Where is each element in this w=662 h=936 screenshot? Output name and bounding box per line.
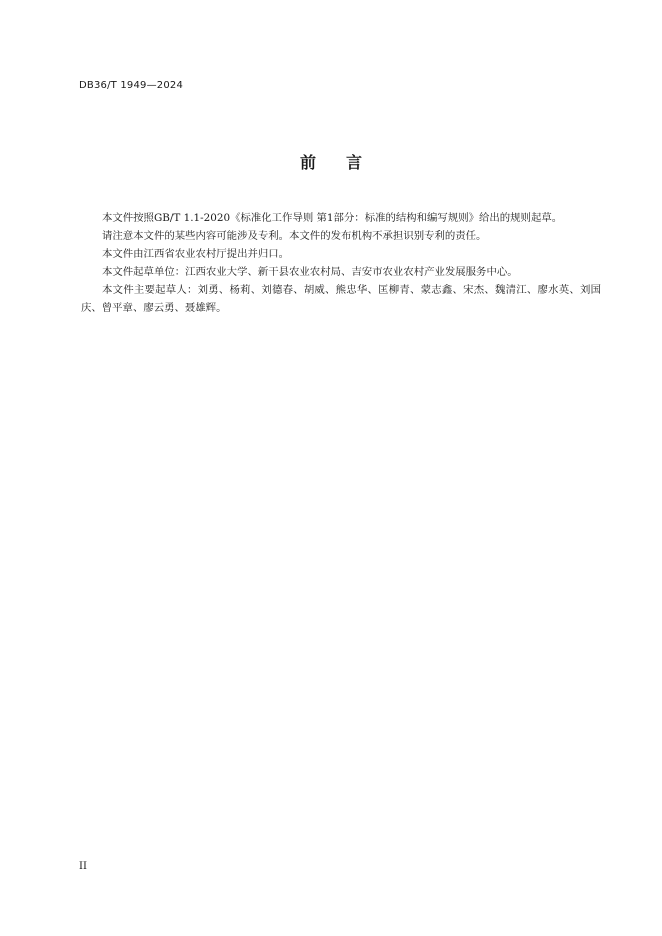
paragraph-drafting-units: 本文件起草单位：江西农业大学、新干县农业农村局、吉安市农业农村产业发展服务中心。 <box>102 266 518 278</box>
page-number: II <box>79 861 87 872</box>
title-char-1: 前 <box>299 153 316 172</box>
page-title <box>0 150 662 173</box>
paragraph-patent-notice: 请注意本文件的某些内容可能涉及专利。本文件的发布机构不承担识别专利的责任。 <box>102 230 487 242</box>
paragraph-drafting-rules: 本文件按照GB/T 1.1-2020《标准化工作导则 第1部分：标准的结构和编写规则》给出的规则起草。 <box>102 212 563 224</box>
title-char-2: 言 <box>346 153 363 172</box>
foreword-body <box>81 209 601 317</box>
document-code: DB36/T 1949—2024 <box>79 80 184 91</box>
paragraph-proposer: 本文件由江西省农业农村厅提出并归口。 <box>102 248 290 260</box>
paragraph-drafters: 本文件主要起草人：刘勇、杨莉、刘德春、胡威、熊忠华、匡柳青、蒙志鑫、宋杰、魏清江、廖水英、刘国庆、曾平章、廖云勇、聂雄辉。 <box>81 284 601 314</box>
